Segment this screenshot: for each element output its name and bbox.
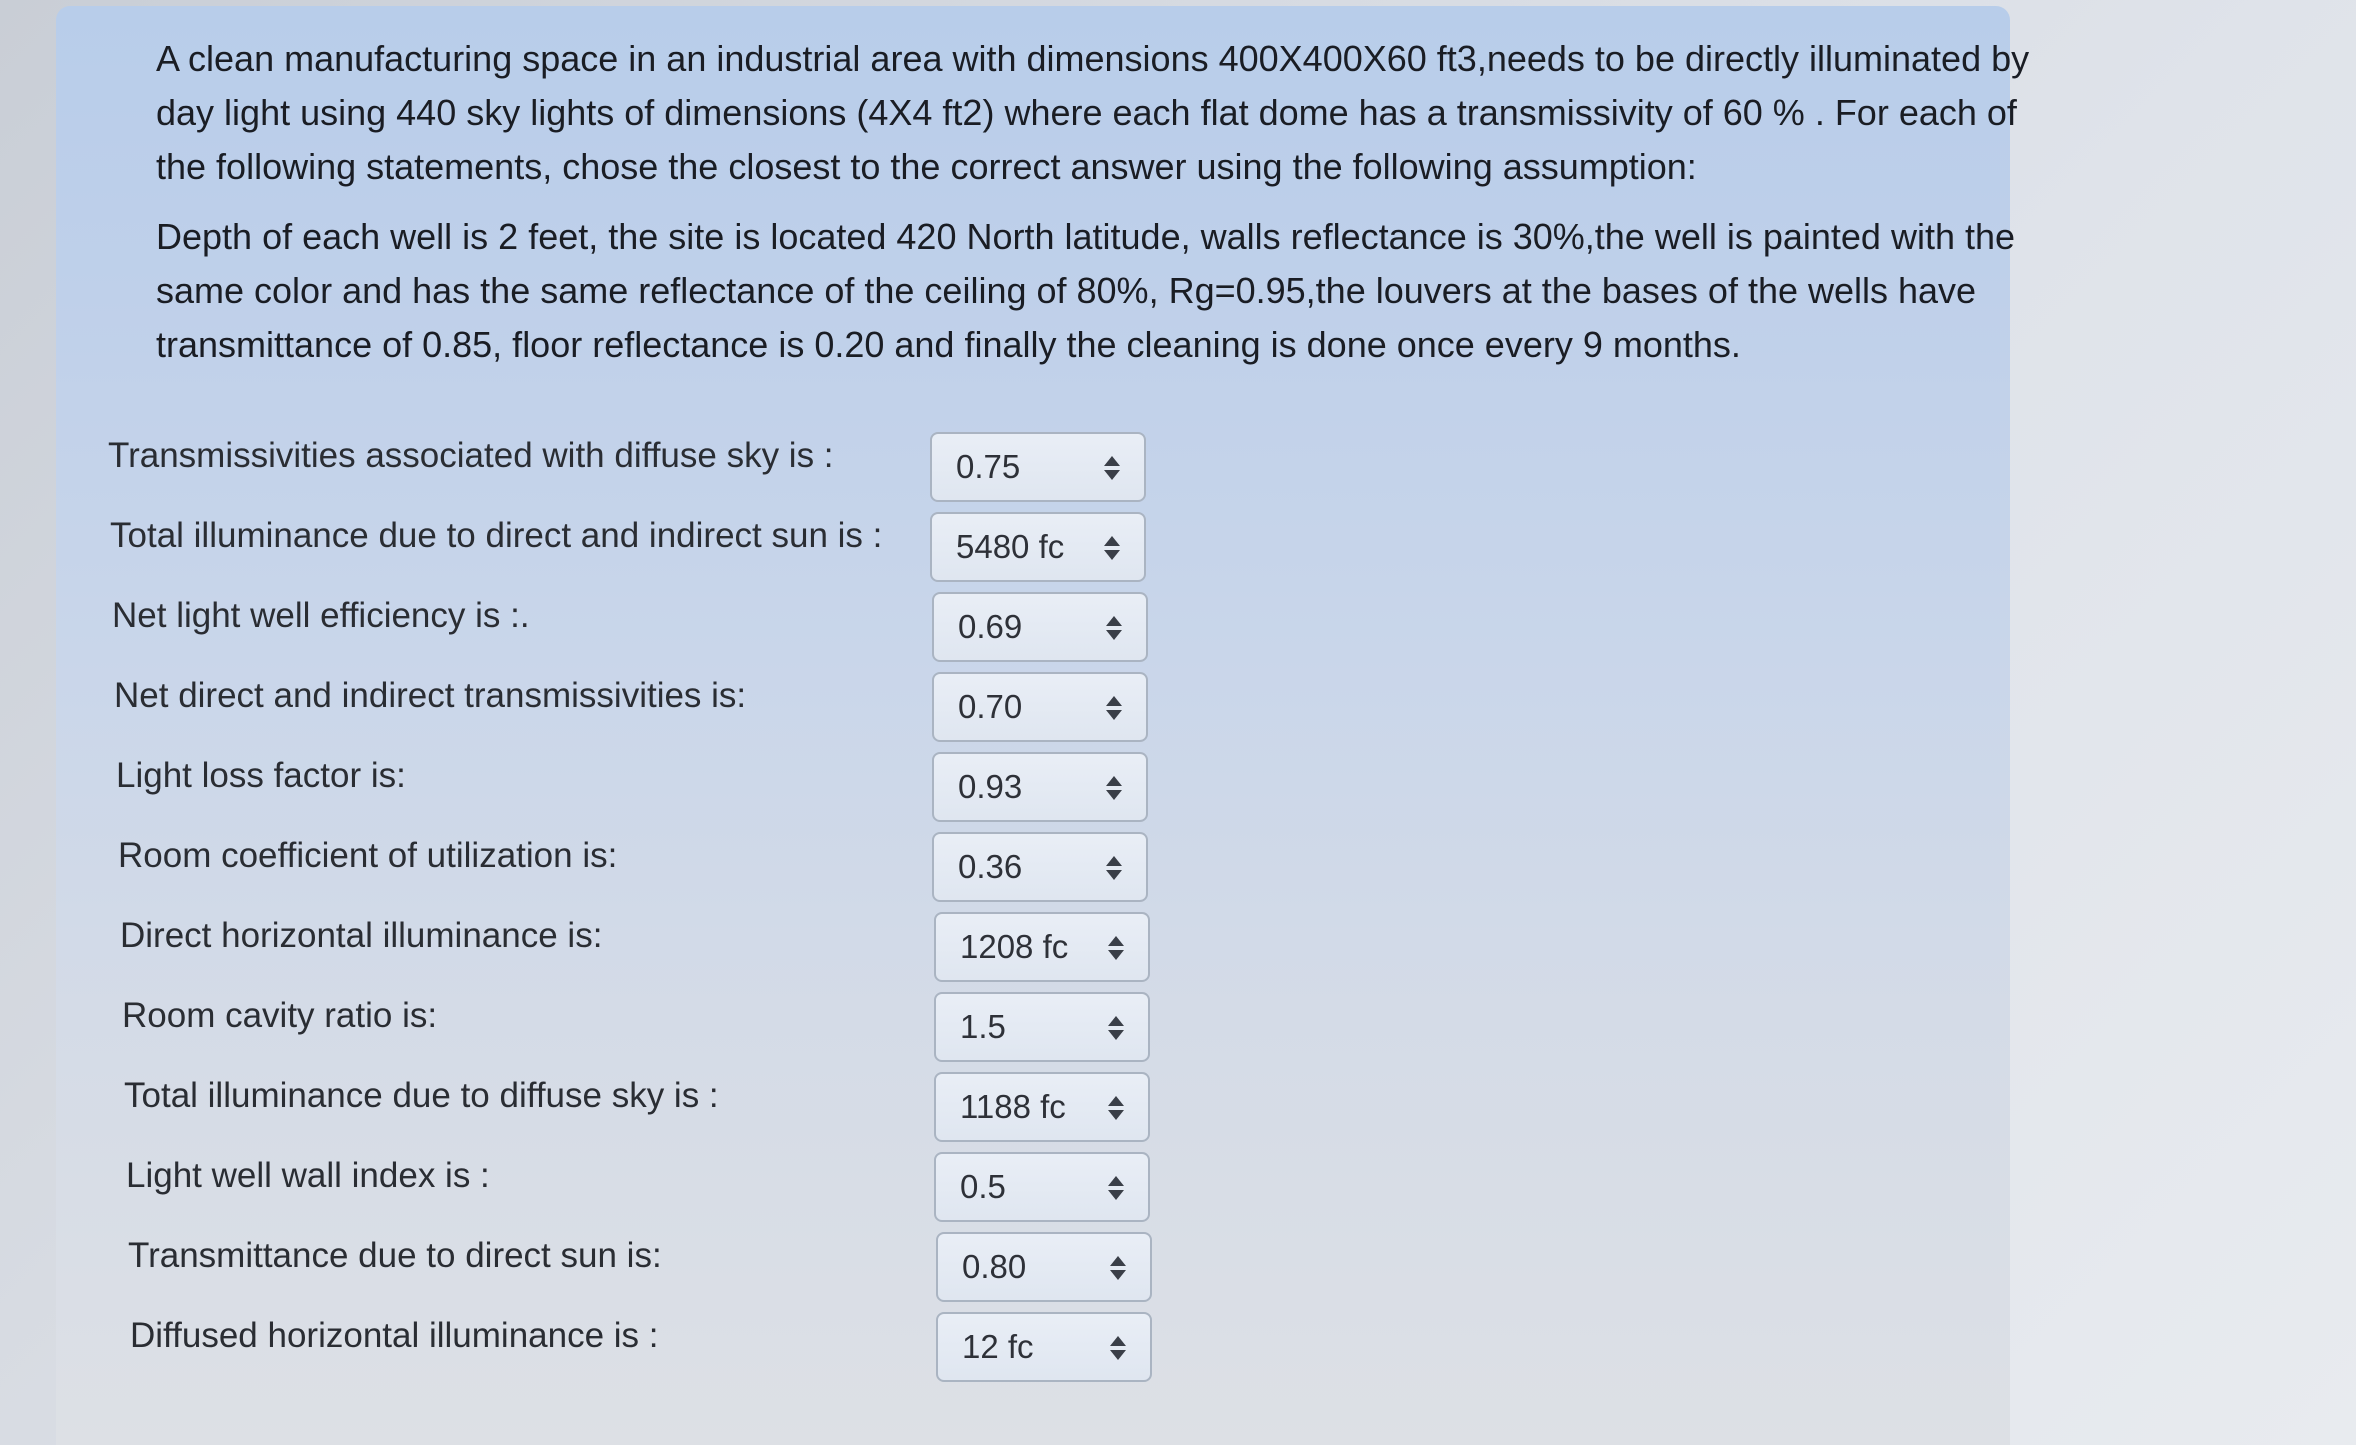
up-down-arrows-icon [1106, 772, 1122, 804]
row-label: Direct horizontal illuminance is: [120, 916, 603, 955]
row-label: Total illuminance due to diffuse sky is : [124, 1076, 719, 1115]
answer-row [108, 1308, 1158, 1388]
question-text [156, 32, 2046, 388]
row-label: Light loss factor is: [116, 756, 406, 795]
row-label: Total illuminance due to direct and indirect sun is : [110, 516, 883, 555]
answer-select[interactable] [930, 512, 1146, 582]
answer-row [108, 668, 1158, 748]
answer-row [108, 828, 1158, 908]
up-down-arrows-icon [1110, 1332, 1126, 1364]
row-label: Transmissivities associated with diffuse sky is : [108, 436, 834, 475]
question-paragraph-2: Depth of each well is 2 feet, the site is located 420 North latitude, walls reflectance is 30%,the well is painted with the same color and has the same reflectance of the ceiling of 80%, Rg=0.95,the louvers at the bases of the wells have transmittance of 0.85, floor reflectance is 0.20 and finally the cleaning is done once every 9 months. [156, 216, 2016, 365]
row-label: Light well wall index is : [126, 1156, 490, 1195]
answer-select[interactable] [934, 992, 1150, 1062]
answer-select[interactable] [932, 592, 1148, 662]
up-down-arrows-icon [1106, 852, 1122, 884]
up-down-arrows-icon [1106, 692, 1122, 724]
selected-value: 12 fc [962, 1328, 1034, 1365]
answer-row [108, 588, 1158, 668]
answer-row [108, 988, 1158, 1068]
answer-rows [108, 428, 1158, 1388]
row-label: Room cavity ratio is: [122, 996, 438, 1035]
up-down-arrows-icon [1106, 612, 1122, 644]
answer-select[interactable] [934, 912, 1150, 982]
row-label: Net direct and indirect transmissivities is: [114, 676, 747, 715]
answer-row [108, 428, 1158, 508]
answer-select[interactable] [936, 1312, 1152, 1382]
answer-row [108, 1068, 1158, 1148]
selected-value: 0.36 [958, 848, 1023, 885]
answer-row [108, 508, 1158, 588]
selected-value: 0.69 [958, 608, 1023, 645]
selected-value: 0.93 [958, 768, 1023, 805]
answer-select[interactable] [930, 432, 1146, 502]
answer-row [108, 1228, 1158, 1308]
selected-value: 0.80 [962, 1248, 1027, 1285]
selected-value: 1208 fc [960, 928, 1069, 965]
selected-value: 0.75 [956, 448, 1021, 485]
up-down-arrows-icon [1108, 1012, 1124, 1044]
row-label: Room coefficient of utilization is: [118, 836, 618, 875]
answer-row [108, 1148, 1158, 1228]
up-down-arrows-icon [1104, 452, 1120, 484]
answer-select[interactable] [932, 832, 1148, 902]
answer-select[interactable] [936, 1232, 1152, 1302]
selected-value: 1188 fc [960, 1088, 1066, 1125]
row-label: Diffused horizontal illuminance is : [130, 1316, 659, 1355]
answer-select[interactable] [934, 1072, 1150, 1142]
up-down-arrows-icon [1110, 1252, 1126, 1284]
selected-value: 5480 fc [956, 528, 1065, 565]
question-paragraph-1: A clean manufacturing space in an industrial area with dimensions 400X400X60 ft3,needs to be directly illuminated by day light using 440 sky lights of dimensions (4X4 ft2) where each flat dome has a transmissivity of 60 % . For each of the following statements, chose the closest to the correct answer using the following assumption: [156, 38, 2030, 187]
answer-select[interactable] [934, 1152, 1150, 1222]
answer-row [108, 908, 1158, 988]
row-label: Net light well efficiency is :. [112, 596, 530, 635]
answer-select[interactable] [932, 672, 1148, 742]
selected-value: 0.70 [958, 688, 1023, 725]
selected-value: 0.5 [960, 1168, 1006, 1205]
up-down-arrows-icon [1108, 1172, 1124, 1204]
up-down-arrows-icon [1108, 932, 1124, 964]
up-down-arrows-icon [1108, 1092, 1124, 1124]
answer-row [108, 748, 1158, 828]
answer-select[interactable] [932, 752, 1148, 822]
row-label: Transmittance due to direct sun is: [128, 1236, 662, 1275]
selected-value: 1.5 [960, 1008, 1006, 1045]
up-down-arrows-icon [1104, 532, 1120, 564]
